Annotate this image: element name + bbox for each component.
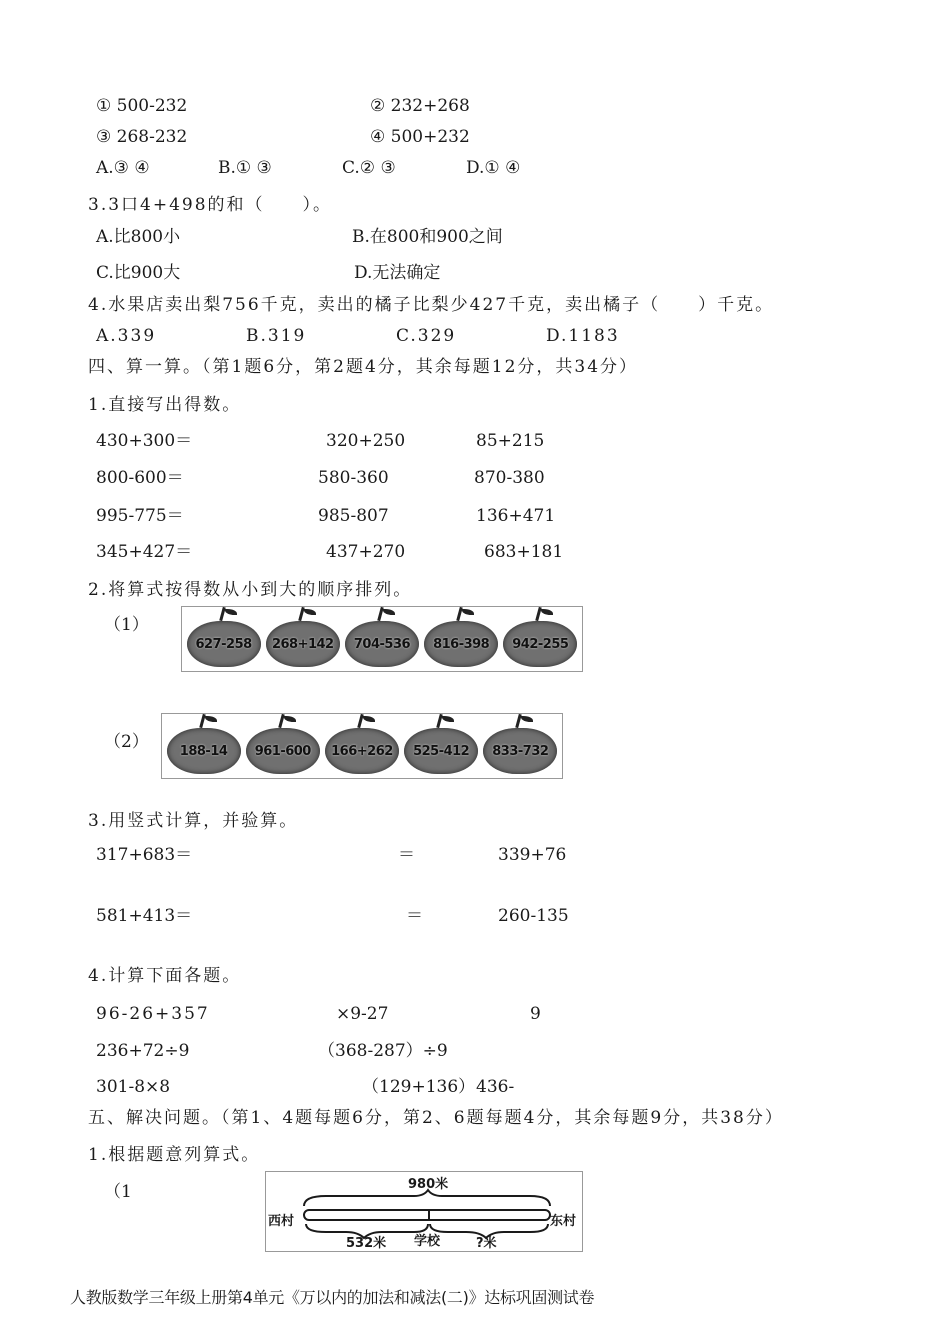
direct-calc-r2c3: 870-380 <box>474 468 545 488</box>
diagram-school-label: 学校 <box>414 1234 441 1249</box>
ordering-label-2: （2） <box>104 732 149 752</box>
vertical-calc-3: 581+413＝ <box>96 906 193 926</box>
vertical-calc-equals-2: ＝ <box>406 906 423 926</box>
section-4-part-3-title: 3.用竖式计算，并验算。 <box>88 811 299 831</box>
question-3-choice-c: C.比900大 <box>96 263 181 283</box>
word-problem-label-1: （1 <box>104 1182 132 1202</box>
direct-calc-r3c3: 136+471 <box>476 506 556 526</box>
distance-diagram <box>265 1171 583 1252</box>
apple-expression: 816-398 <box>424 621 498 667</box>
vertical-calc-1: 317+683＝ <box>96 845 193 865</box>
mixed-calc-8: 436- <box>476 1077 515 1097</box>
apple-row-2 <box>161 713 563 779</box>
option-circle-1: ① 500-232 <box>96 96 188 116</box>
question-3-stem: 3.3口4+498的和（ ）。 <box>88 195 333 215</box>
apple-expression: 627-258 <box>187 621 261 667</box>
diagram-segment-2-label: ?米 <box>476 1236 497 1251</box>
direct-calc-r4c3: 683+181 <box>484 542 564 562</box>
mixed-calc-5: （368-287）÷9 <box>318 1041 448 1061</box>
option-circle-4: ④ 500+232 <box>370 127 470 147</box>
section-5-title: 五、解决问题。（第1、4题每题6分，第2、6题每题4分，其余每题9分，共38分） <box>88 1108 784 1128</box>
ordering-label-1: （1） <box>104 615 149 635</box>
section-4-part-4-title: 4.计算下面各题。 <box>88 966 242 986</box>
mixed-calc-4: 236+72÷9 <box>96 1041 190 1061</box>
direct-calc-r1c2: 320+250 <box>326 431 406 451</box>
choice-d: D.① ④ <box>466 158 521 178</box>
apple-expression: 833-732 <box>483 728 557 774</box>
direct-calc-r4c1: 345+427＝ <box>96 542 193 562</box>
choice-a: A.③ ④ <box>96 158 150 178</box>
question-4-choice-c: C.329 <box>396 326 457 346</box>
question-4-choice-b: B.319 <box>246 326 307 346</box>
question-3-choice-d: D.无法确定 <box>354 263 441 283</box>
vertical-calc-2: 339+76 <box>498 845 567 865</box>
diagram-segment-1-label: 532米 <box>346 1236 387 1251</box>
apple-expression: 166+262 <box>325 728 399 774</box>
diagram-total-label: 980米 <box>408 1177 449 1192</box>
mixed-calc-2: ×9-27 <box>336 1004 389 1024</box>
apple-row-1 <box>181 606 583 672</box>
vertical-calc-equals-1: ＝ <box>398 845 415 865</box>
direct-calc-r2c2: 580-360 <box>318 468 389 488</box>
apple-expression: 704-536 <box>345 621 419 667</box>
direct-calc-r3c1: 995-775＝ <box>96 506 184 526</box>
apple-expression: 942-255 <box>503 621 577 667</box>
option-circle-3: ③ 268-232 <box>96 127 188 147</box>
section-5-part-1-title: 1.根据题意列算式。 <box>88 1145 261 1165</box>
question-4-choice-a: A.339 <box>96 326 157 346</box>
mixed-calc-7: （129+136） <box>362 1077 476 1097</box>
footer-title: 人教版数学三年级上册第4单元《万以内的加法和减法(二)》达标巩固测试卷 <box>70 1288 595 1307</box>
vertical-calc-4: 260-135 <box>498 906 569 926</box>
direct-calc-r4c2: 437+270 <box>326 542 406 562</box>
diagram-right-label: 东村 <box>550 1214 577 1229</box>
section-4-part-1-title: 1.直接写出得数。 <box>88 395 242 415</box>
direct-calc-r1c3: 85+215 <box>476 431 545 451</box>
apple-expression: 268+142 <box>266 621 340 667</box>
choice-c: C.② ③ <box>342 158 396 178</box>
mixed-calc-3: 9 <box>530 1004 541 1024</box>
apple-expression: 188-14 <box>167 728 241 774</box>
direct-calc-r2c1: 800-600＝ <box>96 468 184 488</box>
mixed-calc-6: 301-8×8 <box>96 1077 171 1097</box>
question-3-choice-b: B.在800和900之间 <box>352 227 503 247</box>
question-4-choice-d: D.1183 <box>546 326 620 346</box>
direct-calc-r1c1: 430+300＝ <box>96 431 193 451</box>
section-4-part-2-title: 2.将算式按得数从小到大的顺序排列。 <box>88 580 413 600</box>
section-4-title: 四、算一算。（第1题6分，第2题4分，其余每题12分，共34分） <box>88 357 639 377</box>
question-4-stem: 4.水果店卖出梨756千克，卖出的橘子比梨少427千克，卖出橘子（ ）千克。 <box>88 295 775 315</box>
choice-b: B.① ③ <box>218 158 272 178</box>
option-circle-2: ② 232+268 <box>370 96 470 116</box>
apple-expression: 961-600 <box>246 728 320 774</box>
direct-calc-r3c2: 985-807 <box>318 506 389 526</box>
apple-expression: 525-412 <box>404 728 478 774</box>
mixed-calc-1: 96-26+357 <box>96 1004 210 1024</box>
question-3-choice-a: A.比800小 <box>96 227 181 247</box>
diagram-left-label: 西村 <box>268 1214 295 1229</box>
